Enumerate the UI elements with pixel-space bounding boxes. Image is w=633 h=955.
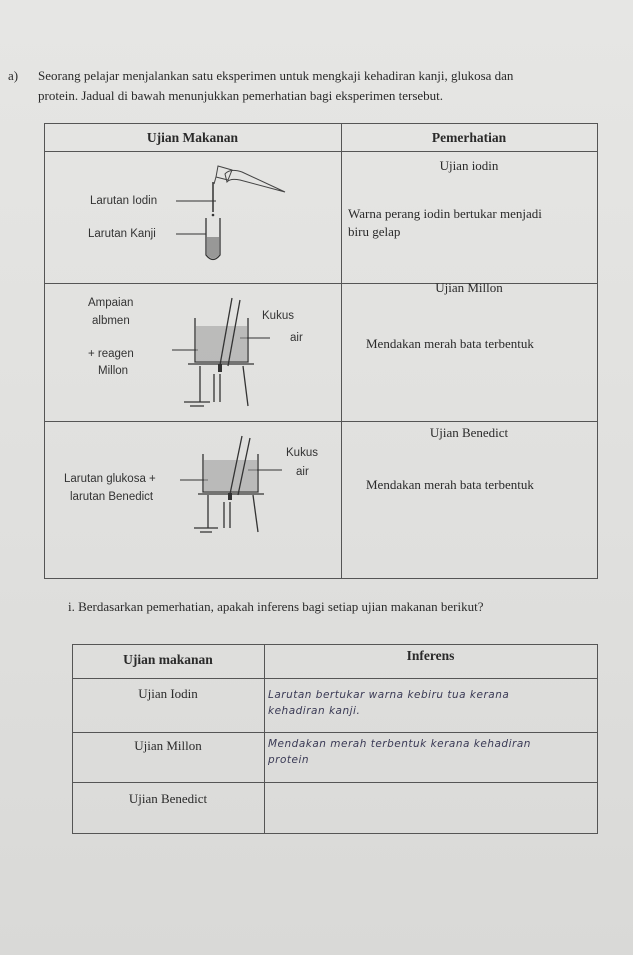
test-iodin-title: Ujian iodin <box>439 158 499 173</box>
header-ujian-makanan-2: Ujian makanan <box>123 652 213 667</box>
question-label: a) <box>8 68 19 83</box>
test-benedict-row: Ujian Benedict <box>128 791 208 806</box>
header-ujian-makanan: Ujian Makanan <box>146 130 239 145</box>
answer-iodin-line1[interactable]: Larutan bertukar warna kebiru tua kerana <box>268 689 510 701</box>
observation-millon: Mendakan merah bata terbentuk <box>366 336 534 351</box>
label-kukus-2: Kukus <box>286 447 318 459</box>
label-larutan-benedict: larutan Benedict <box>70 491 154 503</box>
test-iodin-row: Ujian Iodin <box>138 686 198 701</box>
label-albmen: albmen <box>92 315 130 327</box>
water-bath-illustration-2 <box>178 432 288 542</box>
question-intro-line2: protein. Jadual di bawah menunjukkan pemerhatian bagi eksperimen tersebut. <box>38 88 444 103</box>
header-pemerhatian: Pemerhatian <box>431 130 507 145</box>
test-tube-dropper-illustration <box>170 160 300 275</box>
label-larutan-iodin: Larutan Iodin <box>90 195 158 207</box>
label-ampaian: Ampaian <box>88 297 134 309</box>
observation-iodin-line2: biru gelap <box>348 224 401 239</box>
test-benedict-title: Ujian Benedict <box>429 425 509 440</box>
question-i: i. Berdasarkan pemerhatian, apakah inferens bagi setiap ujian makanan berikut? <box>68 599 484 614</box>
label-kukus-1: Kukus <box>262 310 294 322</box>
observation-iodin-line1: Warna perang iodin bertukar menjadi <box>348 206 542 221</box>
question-intro-line1: Seorang pelajar menjalankan satu eksperimen untuk mengkaji kehadiran kanji, glukosa dan <box>38 68 514 83</box>
answer-iodin-line2[interactable]: kehadiran kanji. <box>268 705 361 717</box>
header-inferens: Inferens <box>406 648 455 663</box>
label-reagen: + reagen <box>88 348 134 360</box>
test-millon-row: Ujian Millon <box>134 738 202 753</box>
label-air-1: air <box>290 332 303 344</box>
test-millon-title: Ujian Millon <box>435 280 503 295</box>
label-larutan-kanji: Larutan Kanji <box>88 228 156 240</box>
answer-millon-line2[interactable]: protein <box>268 754 310 766</box>
label-air-2: air <box>296 466 309 478</box>
answer-millon-line1[interactable]: Mendakan merah terbentuk kerana kehadiran <box>268 738 531 750</box>
label-millon: Millon <box>98 365 129 377</box>
observation-benedict: Mendakan merah bata terbentuk <box>366 477 534 492</box>
water-bath-illustration-1 <box>170 290 280 415</box>
label-larutan-glukosa: Larutan glukosa + <box>64 473 156 485</box>
